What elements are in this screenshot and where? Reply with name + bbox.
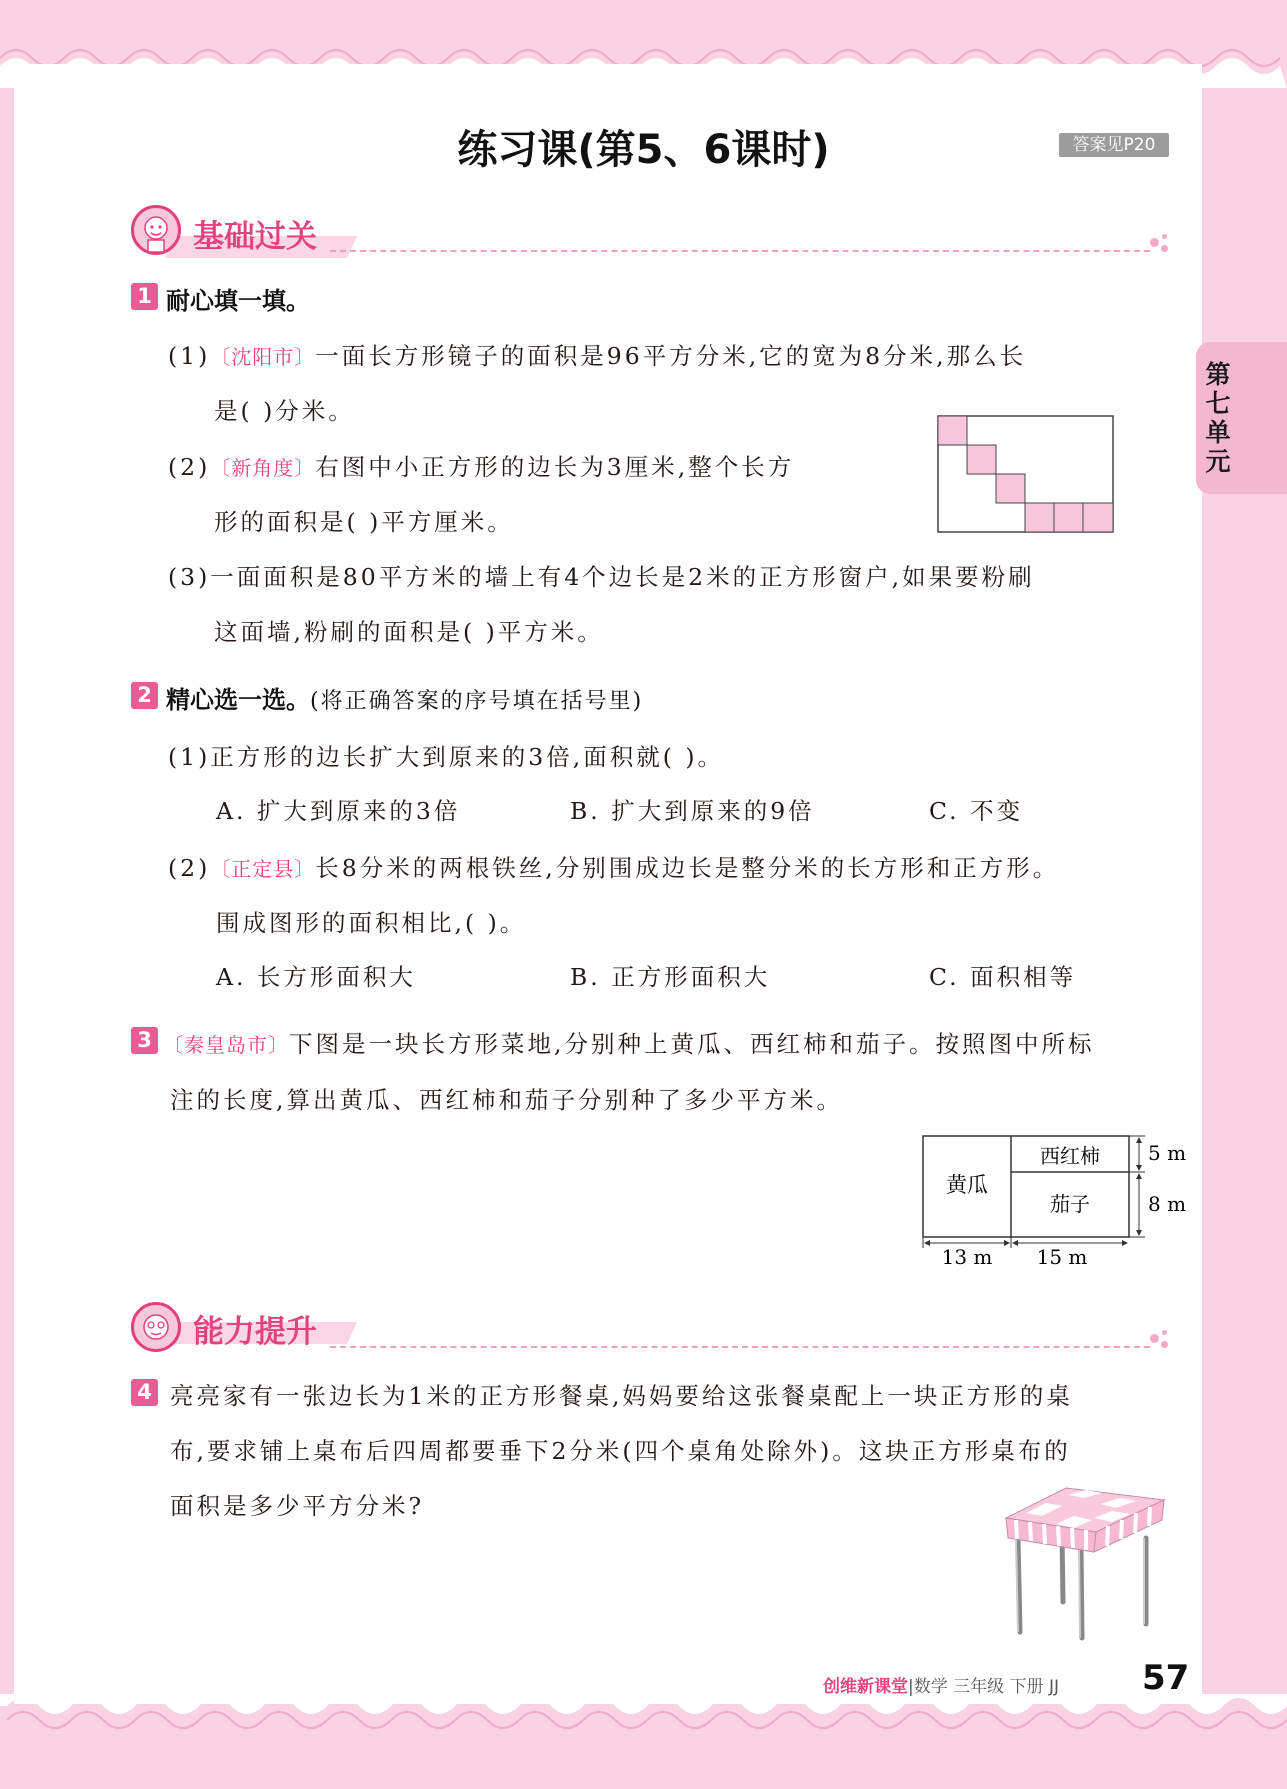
question-number: 4: [131, 1379, 158, 1406]
q3-line2: 注的长度,算出黄瓜、西红柿和茄子分别种了多少平方米。: [170, 1086, 843, 1114]
section-divider: [330, 1346, 1150, 1348]
question-number: 2: [131, 682, 158, 709]
page-number: 57: [1142, 1658, 1190, 1698]
option-c: C. 面积相等: [929, 963, 1077, 991]
page-title: 练习课(第5、6课时): [457, 127, 830, 173]
q1-part3-line2: 这面墙,粉刷的面积是( )平方米。: [214, 618, 604, 646]
q1-part3-line1: (3)一面面积是80平方米的墙上有4个边长是2米的正方形窗户,如果要粉刷: [168, 563, 1035, 591]
question-heading: 耐心填一填。: [166, 287, 310, 315]
dimension-label: 15 m: [1036, 1245, 1088, 1269]
dimension-label: 8 m: [1148, 1192, 1187, 1216]
q1-part1-line1: (1)〔沈阳市〕一面长方形镜子的面积是96平方分米,它的宽为8分米,那么长: [168, 342, 1027, 370]
mascot-avatar-icon: [131, 1302, 181, 1352]
unit-tab-label: 第七单元: [1205, 360, 1231, 476]
cucumber-label: 黄瓜: [946, 1173, 988, 1197]
q3-line1: 〔秦皇岛市〕下图是一块长方形菜地,分别种上黄瓜、西红柿和茄子。按照图中所标: [163, 1030, 1095, 1058]
option-a: A. 长方形面积大: [216, 963, 416, 991]
q4-line1: 亮亮家有一张边长为1米的正方形餐桌,妈妈要给这张餐桌配上一块正方形的桌: [170, 1382, 1073, 1410]
q1-part2-line2: 形的面积是( )平方厘米。: [214, 508, 514, 536]
source-tag: 〔新角度〕: [210, 456, 316, 480]
section-title-basic: 基础过关: [193, 219, 317, 255]
staircase-square-diagram: [937, 415, 1114, 533]
section-title-advanced: 能力提升: [193, 1314, 317, 1350]
q4-line2: 布,要求铺上桌布后四周都要垂下2分米(四个桌角处除外)。这块正方形桌布的: [170, 1437, 1071, 1465]
question-number: 1: [131, 283, 158, 310]
option-b: B. 正方形面积大: [570, 963, 771, 991]
q2-part1-stem: (1)正方形的边长扩大到原来的3倍,面积就( )。: [168, 743, 725, 771]
q2-part2-line1: (2)〔正定县〕长8分米的两根铁丝,分别围成边长是整分米的长方形和正方形。: [168, 854, 1060, 882]
q4-line3: 面积是多少平方分米?: [170, 1492, 425, 1520]
mascot-avatar-icon: [131, 205, 181, 255]
option-c: C. 不变: [929, 797, 1024, 825]
option-a: A. 扩大到原来的3倍: [216, 797, 461, 825]
question-number: 3: [131, 1027, 158, 1054]
q1-part2-line1: (2)〔新角度〕右图中小正方形的边长为3厘米,整个长方: [168, 453, 795, 481]
option-b: B. 扩大到原来的9倍: [570, 797, 815, 825]
source-tag: 〔秦皇岛市〕: [163, 1033, 289, 1057]
brand-name: 创维新课堂: [823, 1677, 908, 1697]
table-with-tablecloth-illustration: [996, 1484, 1174, 1642]
q1-part1-line2: 是( )分米。: [214, 397, 355, 425]
answer-reference-badge: 答案见P20: [1059, 133, 1169, 157]
footer-book-info: 创维新课堂|数学 三年级 下册 JJ: [823, 1677, 1059, 1697]
dimension-label: 13 m: [941, 1245, 993, 1269]
source-tag: 〔正定县〕: [210, 857, 316, 881]
source-tag: 〔沈阳市〕: [210, 345, 316, 369]
bottom-wave-border: [0, 1694, 1287, 1734]
vegetable-garden-diagram: [916, 1130, 1187, 1269]
question-heading: 精心选一选。(将正确答案的序号填在括号里): [166, 686, 644, 714]
tomato-label: 西红柿: [1040, 1144, 1100, 1168]
dimension-label: 5 m: [1148, 1141, 1187, 1165]
section-divider: [330, 250, 1150, 252]
eggplant-label: 茄子: [1050, 1192, 1090, 1216]
q2-part2-line2: 围成图形的面积相比,( )。: [216, 909, 527, 937]
